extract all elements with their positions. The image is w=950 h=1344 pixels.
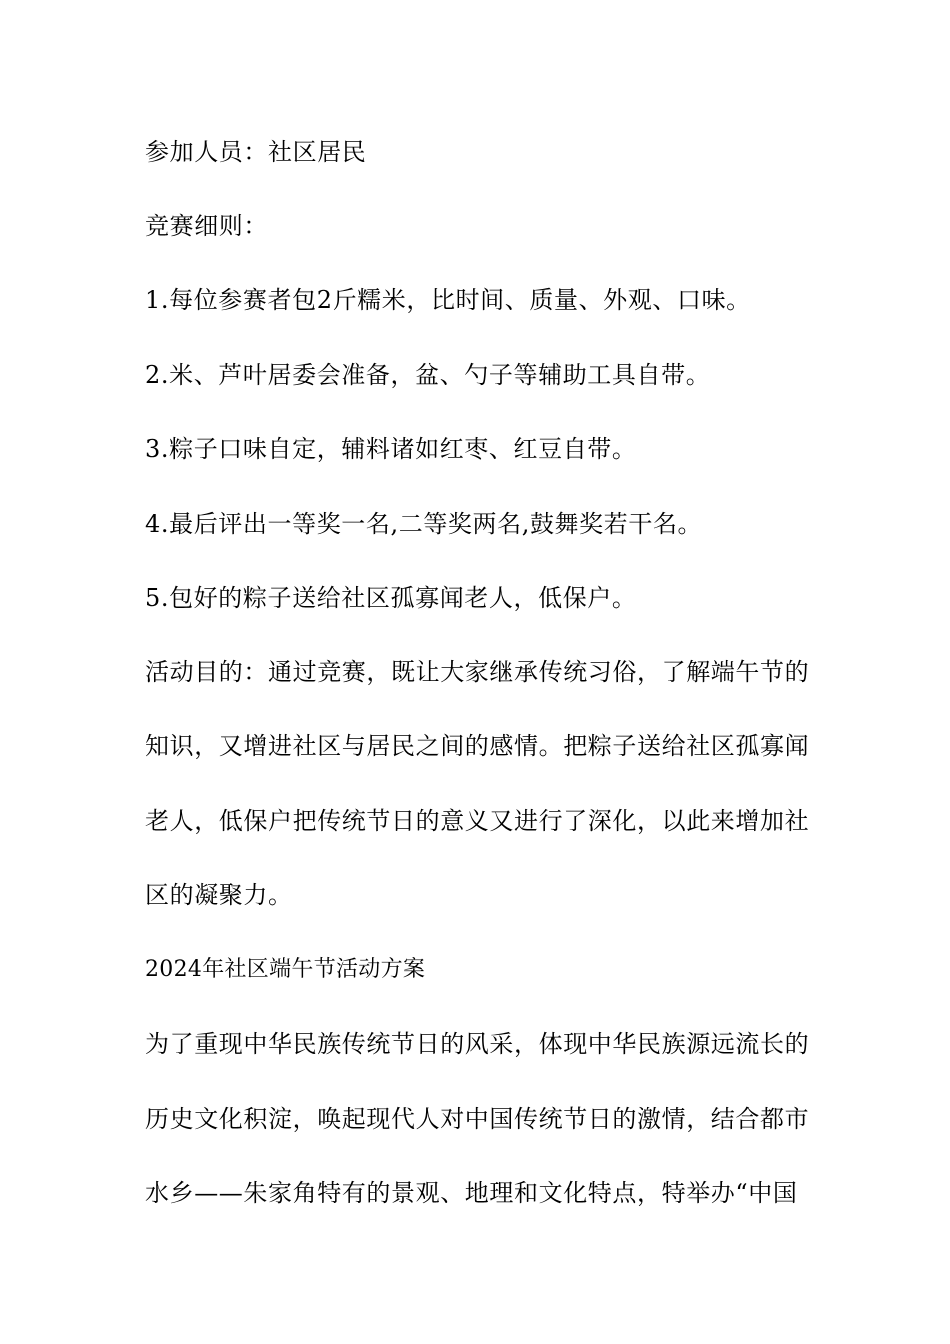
rule-item-4: 4.最后评出一等奖一名,二等奖两名,鼓舞奖若干名。	[145, 510, 703, 538]
purpose-paragraph-line: 区的凝聚力。	[145, 881, 293, 909]
purpose-paragraph-line: 活动目的：通过竞赛，既让大家继承传统习俗，了解端午节的	[145, 658, 810, 686]
participants-line: 参加人员：社区居民	[145, 138, 367, 166]
rule-item-1: 1.每位参赛者包2斤糯米，比时间、质量、外观、口味。	[145, 286, 751, 314]
purpose-paragraph-line: 知识，又增进社区与居民之间的感情。把粽子送给社区孤寡闻	[145, 732, 810, 760]
rule-item-3: 3.粽子口味自定，辅料诸如红枣、红豆自带。	[145, 435, 637, 463]
intro-paragraph-line: 为了重现中华民族传统节日的风采，体现中华民族源远流长的	[145, 1030, 810, 1058]
intro-paragraph-line: 水乡——朱家角特有的景观、地理和文化特点，特举办“中国	[145, 1179, 798, 1207]
section-title: 2024年社区端午节活动方案	[145, 957, 426, 982]
purpose-paragraph-line: 老人，低保户把传统节日的意义又进行了深化，以此来增加社	[145, 807, 810, 835]
rule-item-5: 5.包好的粽子送给社区孤寡闻老人，低保户。	[145, 584, 637, 612]
rules-heading: 竞赛细则：	[145, 212, 268, 240]
rule-item-2: 2.米、芦叶居委会准备，盆、勺子等辅助工具自带。	[145, 361, 711, 389]
intro-paragraph-line: 历史文化积淀，唤起现代人对中国传统节日的激情，结合都市	[145, 1105, 810, 1133]
